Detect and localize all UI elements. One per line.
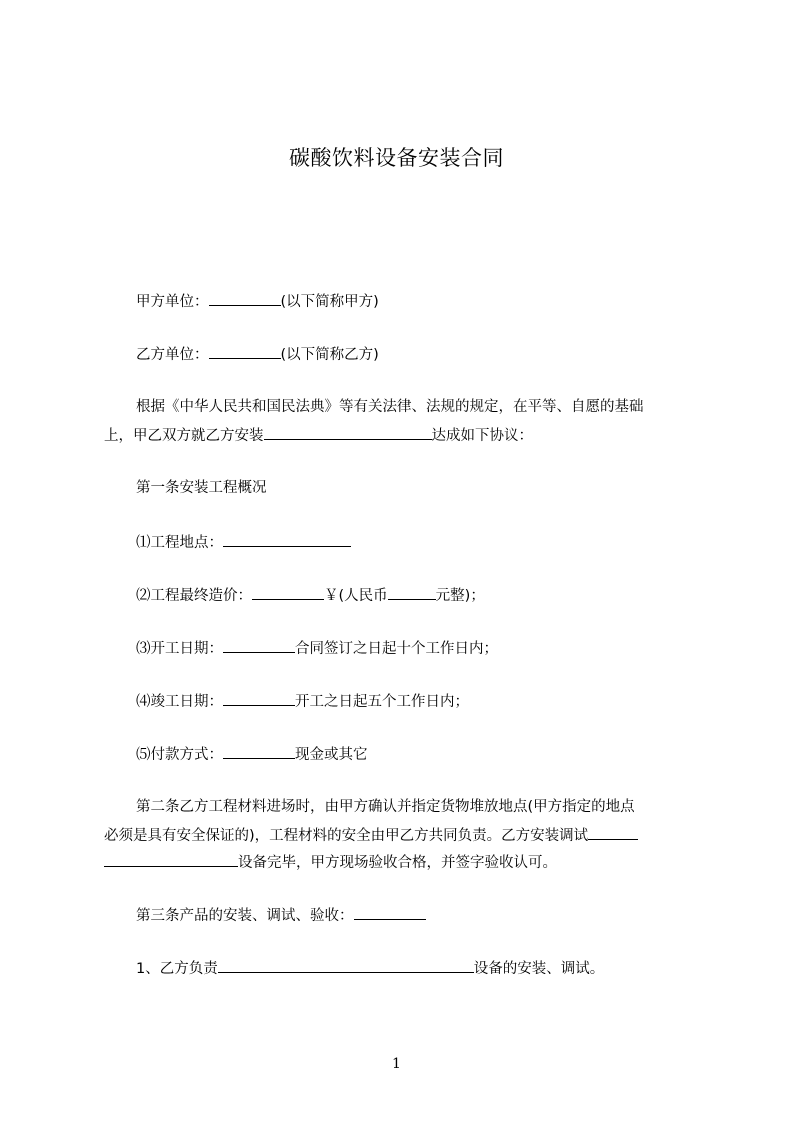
article-2-line-2 (104, 824, 638, 846)
intro-line-1: 根据《中华人民共和国民法典》等有关法律、法规的规定，在平等、自愿的基础 (136, 399, 644, 415)
party-b-suffix: (以下简称乙方) (280, 347, 379, 363)
intro-line-2-prefix: 上，甲乙双方就乙方安装 (104, 428, 264, 444)
item-3-label: ⑶开工日期： (136, 641, 223, 657)
item-4-blank[interactable] (223, 690, 295, 706)
party-b-line (136, 343, 379, 365)
article-2-line-2-text: 必须是具有安全保证的)，工程材料的安全由甲乙方共同负责。乙方安装调试 (104, 828, 589, 844)
article-2-line-3-suffix: 设备完毕，甲方现场验收合格，并签字验收认可。 (238, 855, 557, 871)
item-5-suffix: 现金或其它 (295, 747, 368, 763)
party-b-label: 乙方单位： (136, 347, 209, 363)
party-a-label: 甲方单位： (136, 294, 209, 310)
intro-line-2-suffix: 达成如下协议： (431, 428, 533, 444)
clause-1-prefix: 1、乙方负责 (136, 961, 218, 977)
intro-blank[interactable] (264, 424, 432, 440)
item-5-line (136, 743, 368, 765)
page-number: 1 (392, 1056, 401, 1072)
article-2-blank-2[interactable] (104, 851, 238, 867)
intro-line-2 (104, 424, 533, 446)
item-2-blank-1[interactable] (252, 584, 324, 600)
party-a-blank[interactable] (209, 290, 281, 306)
item-1-label: ⑴工程地点： (136, 535, 223, 551)
item-3-blank[interactable] (223, 637, 295, 653)
article-1-title: 第一条安装工程概况 (136, 480, 267, 496)
item-2-mid: ￥(人民币 (324, 588, 388, 604)
item-1-line (136, 531, 351, 553)
item-3-line (136, 637, 498, 659)
article-2-blank-1[interactable] (588, 824, 638, 840)
item-4-line (136, 690, 469, 712)
item-3-suffix: 合同签订之日起十个工作日内； (295, 641, 498, 657)
item-2-blank-2[interactable] (388, 584, 436, 600)
article-3-label: 第三条产品的安装、调试、验收： (136, 908, 354, 924)
item-5-blank[interactable] (223, 743, 295, 759)
item-2-line (136, 584, 485, 606)
clause-1-blank[interactable] (218, 957, 474, 973)
party-b-blank[interactable] (209, 343, 281, 359)
article-3-line (136, 904, 426, 926)
item-4-label: ⑷竣工日期： (136, 694, 223, 710)
clause-1-line (136, 957, 604, 979)
article-3-blank[interactable] (354, 904, 426, 920)
item-2-suffix: 元整)； (435, 588, 485, 604)
item-4-suffix: 开工之日起五个工作日内； (295, 694, 469, 710)
item-5-label: ⑸付款方式： (136, 747, 223, 763)
item-2-label: ⑵工程最终造价： (136, 588, 252, 604)
party-a-line (136, 290, 379, 312)
article-2-line-1: 第二条乙方工程材料进场时，由甲方确认并指定货物堆放地点(甲方指定的地点 (136, 799, 635, 815)
document-title: 碳酸饮料设备安装合同 (289, 146, 504, 170)
article-2-line-3 (104, 851, 557, 873)
party-a-suffix: (以下简称甲方) (280, 294, 379, 310)
item-1-blank[interactable] (223, 531, 351, 547)
clause-1-suffix: 设备的安装、调试。 (473, 961, 605, 977)
